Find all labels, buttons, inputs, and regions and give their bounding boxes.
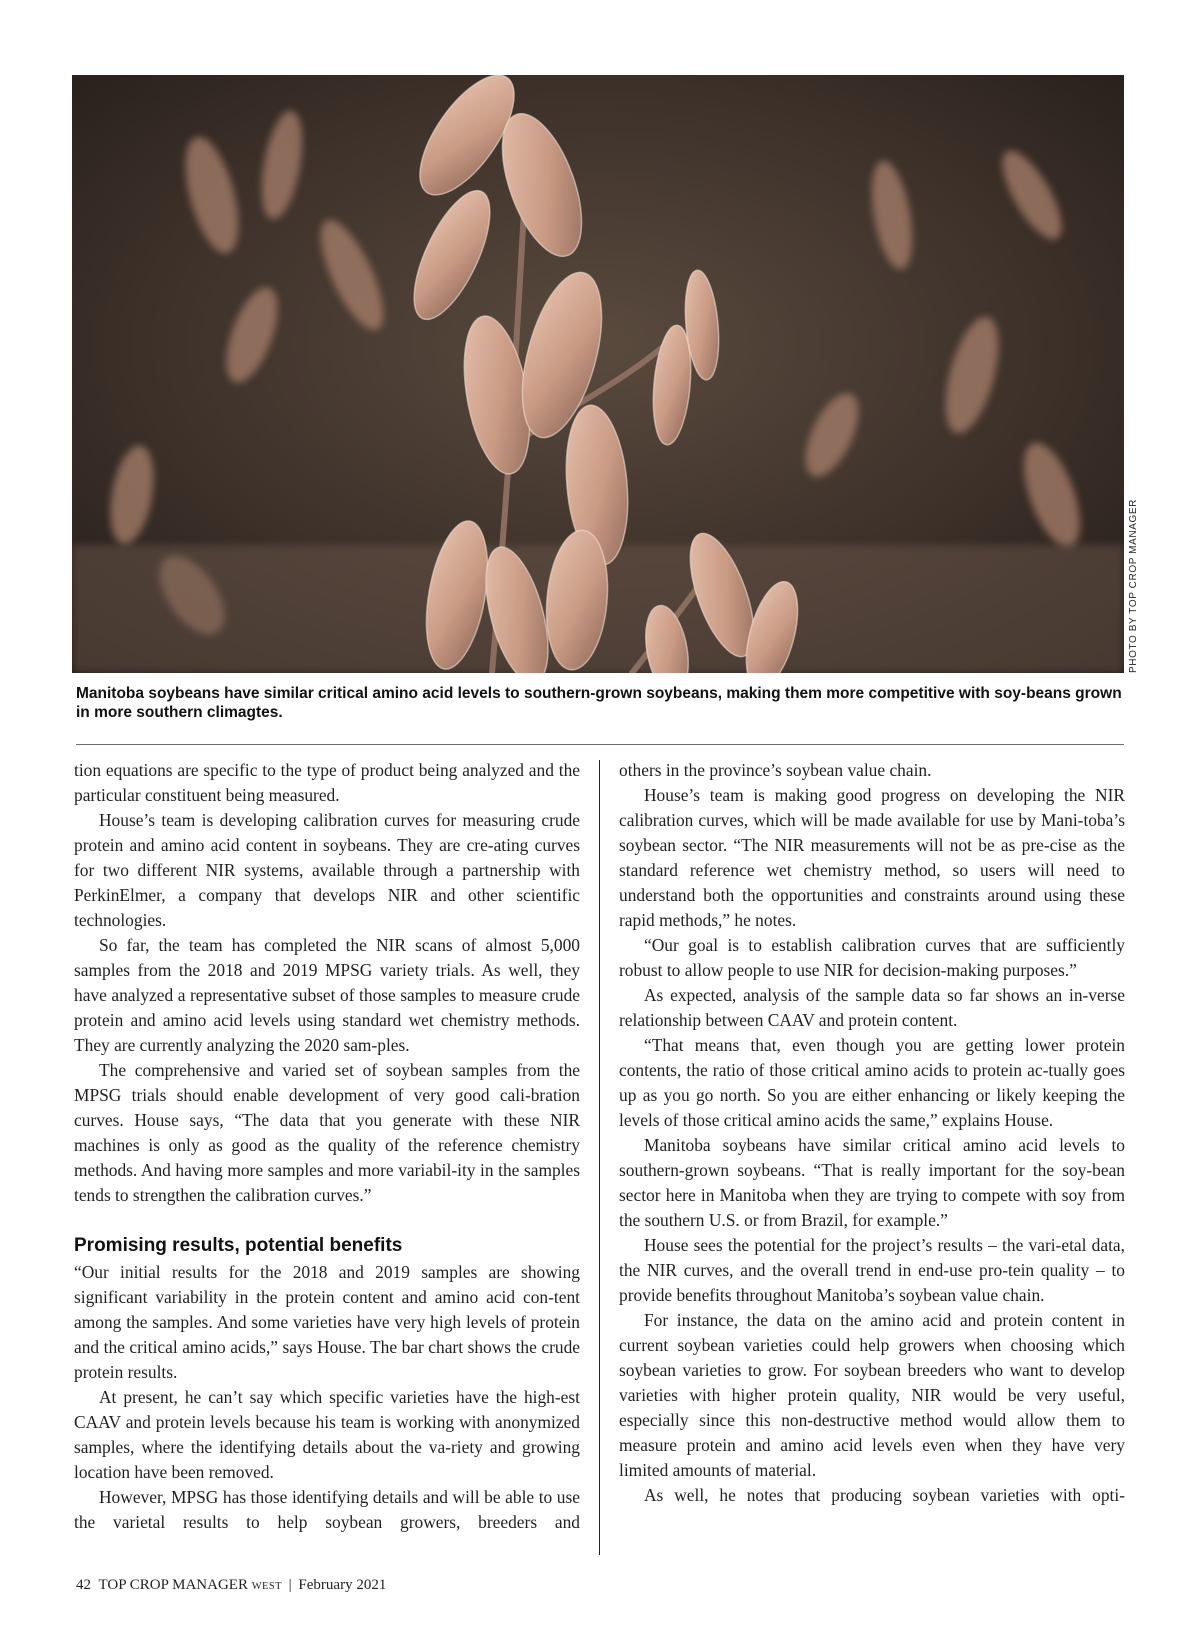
photo-credit: PHOTO BY TOP CROP MANAGER — [1128, 499, 1139, 673]
photo-illustration — [72, 75, 1124, 673]
paragraph: “Our goal is to establish calibration curves that are sufficiently robust to allow people to use NIR for decision-making purposes.” — [619, 935, 1125, 980]
section-heading: Promising results, potential benefits — [74, 1235, 403, 1256]
column-divider — [599, 760, 600, 1555]
caption-divider — [76, 744, 1124, 745]
paragraph: As well, he notes that producing soybean varieties with opti- — [644, 1485, 1125, 1505]
paragraph: For instance, the data on the amino acid and protein content in current soybean varieties could help growers when choosing which soybean varieties to grow. For soybean breeders who want to develop varieties with higher protein quality, NIR would be very useful, especially since this non-destructive method would allow them to measure protein and amino acid levels even when they have very limited amounts of material. — [619, 1310, 1125, 1480]
paragraph: House sees the potential for the project’s results – the vari-etal data, the NIR curves, and the overall trend in end-use pro-tein quality – to provide benefits throughout Manitoba’s soybean value chain. — [619, 1235, 1125, 1305]
publication-edition: WEST — [251, 1581, 282, 1592]
paragraph: At present, he can’t say which specific varieties have the high-est CAAV and protein levels because his team is working with anonymized samples, where the identifying details about the va-riety and growing location have been removed. — [74, 1387, 580, 1482]
soybean-pods-photo — [72, 75, 1124, 673]
right-column — [619, 758, 1125, 1508]
page-number: 42 — [76, 1577, 91, 1593]
paragraph: “Our initial results for the 2018 and 2019 samples are showing significant variability in the protein content and amino acid con-tent among the samples. And some varieties have very high levels of protein and the critical amino acids,” says House. The bar chart shows the crude protein results. — [74, 1262, 580, 1382]
paragraph: The comprehensive and varied set of soybean samples from the MPSG trials should enable development of very good cali-bration curves. House says, “The data that you generate with these NIR machines is only as good as the quality of the reference chemistry methods. And having more samples and more variabil-ity in the samples tends to strengthen the calibration curves.” — [74, 1060, 580, 1205]
page-footer — [76, 1577, 386, 1594]
paragraph: House’s team is making good progress on developing the NIR calibration curves, which will be made available for use by Mani-toba’s soybean sector. “The NIR measurements will not be as pre-cise as the standard reference wet chemistry method, so users will need to understand both the opportunities and constraints around using these rapid methods,” he notes. — [619, 785, 1125, 930]
paragraph: So far, the team has completed the NIR scans of almost 5,000 samples from the 2018 and 2019 MPSG variety trials. As well, they have analyzed a representative subset of those samples to measure crude protein and amino acid levels using standard wet chemistry methods. They are currently analyzing the 2020 sam-ples. — [74, 935, 580, 1055]
paragraph: “That means that, even though you are getting lower protein contents, the ratio of those critical amino acids to protein ac-tually goes up as you go north. So you are either enhancing or likely keeping the levels of those critical amino acids the same,” explains House. — [619, 1035, 1125, 1130]
photo-caption: Manitoba soybeans have similar critical amino acid levels to southern-grown soybeans, making them more competitive with soy-beans grown in more southern climagtes. — [76, 685, 1122, 721]
publication-name: TOP CROP MANAGER — [98, 1577, 248, 1593]
paragraph: others in the province’s soybean value chain. — [619, 760, 932, 780]
footer-separator: | — [288, 1577, 292, 1593]
paragraph: tion equations are specific to the type of product being analyzed and the particular constituent being measured. — [74, 760, 580, 805]
paragraph: House’s team is developing calibration curves for measuring crude protein and amino acid content in soybeans. They are cre-ating curves for two different NIR systems, available through a partnership with PerkinElmer, a company that develops NIR and other scientific technologies. — [74, 810, 580, 930]
paragraph: Manitoba soybeans have similar critical amino acid levels to southern-grown soybeans. “That is really important for the soy-bean sector here in Manitoba when they are trying to compete with soy from the southern U.S. or from Brazil, for example.” — [619, 1135, 1125, 1230]
issue-date: February 2021 — [298, 1577, 387, 1593]
left-column — [74, 758, 580, 1535]
paragraph: As expected, analysis of the sample data so far shows an in-verse relationship between CAAV and protein content. — [619, 985, 1125, 1030]
paragraph: However, MPSG has those identifying details and will be able to use the varietal results to help soybean growers, breeders and — [74, 1487, 580, 1532]
